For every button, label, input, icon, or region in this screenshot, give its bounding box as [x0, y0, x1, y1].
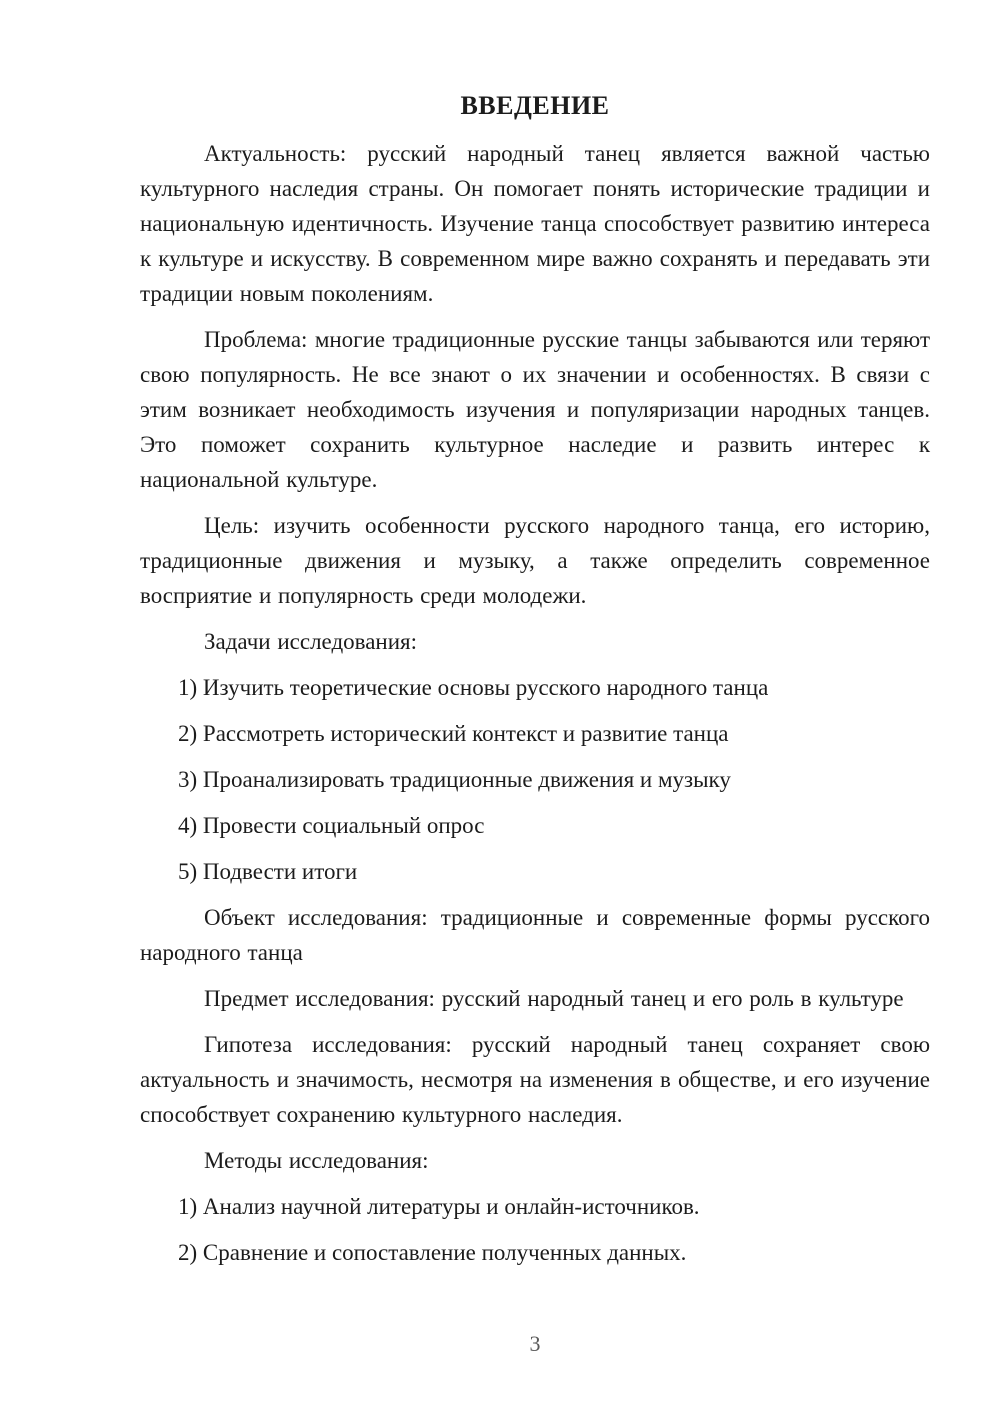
page-content — [140, 88, 930, 1281]
page-number: 3 — [529, 1331, 541, 1356]
task-item-3: 3) Проанализировать традиционные движения и музыку — [178, 767, 731, 792]
paragraph-goal: Цель: изучить особенности русского народного танца, его историю, традиционные движения и музыку, а также определить современное восприятие и популярность среди молодежи. — [140, 513, 930, 608]
paragraph-subject: Предмет исследования: русский народный танец и его роль в культуре — [204, 986, 904, 1011]
tasks-heading: Задачи исследования: — [204, 629, 418, 654]
paragraph-relevance: Актуальность: русский народный танец является важной частью культурного наследия страны. Он помогает понять исторические традиции и национальную идентичность. Изучение танца способствует развитию интереса к культуре и искусству. В современном мире важно сохранять и передавать эти традиции новым поколениям. — [140, 141, 930, 306]
paragraph-hypothesis: Гипотеза исследования: русский народный танец сохраняет свою актуальность и значимость, несмотря на изменения в обществе, и его изучение способствует сохранению культурного наследия. — [140, 1032, 930, 1127]
task-item-1: 1) Изучить теоретические основы русского народного танца — [178, 675, 769, 700]
task-item-2: 2) Рассмотреть исторический контекст и развитие танца — [178, 721, 729, 746]
method-item-1: 1) Анализ научной литературы и онлайн-источников. — [178, 1194, 700, 1219]
paragraph-problem: Проблема: многие традиционные русские танцы забываются или теряют свою популярность. Не все знают о их значении и особенностях. В связи с этим возникает необходимость изучения и популяризации народных танцев. Это поможет сохранить культурное наследие и развить интерес к национальной культуре. — [140, 327, 930, 492]
methods-heading: Методы исследования: — [204, 1148, 429, 1173]
paragraph-object: Объект исследования: традиционные и современные формы русского народного танца — [140, 905, 930, 965]
section-title: ВВЕДЕНИЕ — [460, 91, 610, 120]
task-item-4: 4) Провести социальный опрос — [178, 813, 485, 838]
method-item-2: 2) Сравнение и сопоставление полученных данных. — [178, 1240, 687, 1265]
task-item-5: 5) Подвести итоги — [178, 859, 358, 884]
